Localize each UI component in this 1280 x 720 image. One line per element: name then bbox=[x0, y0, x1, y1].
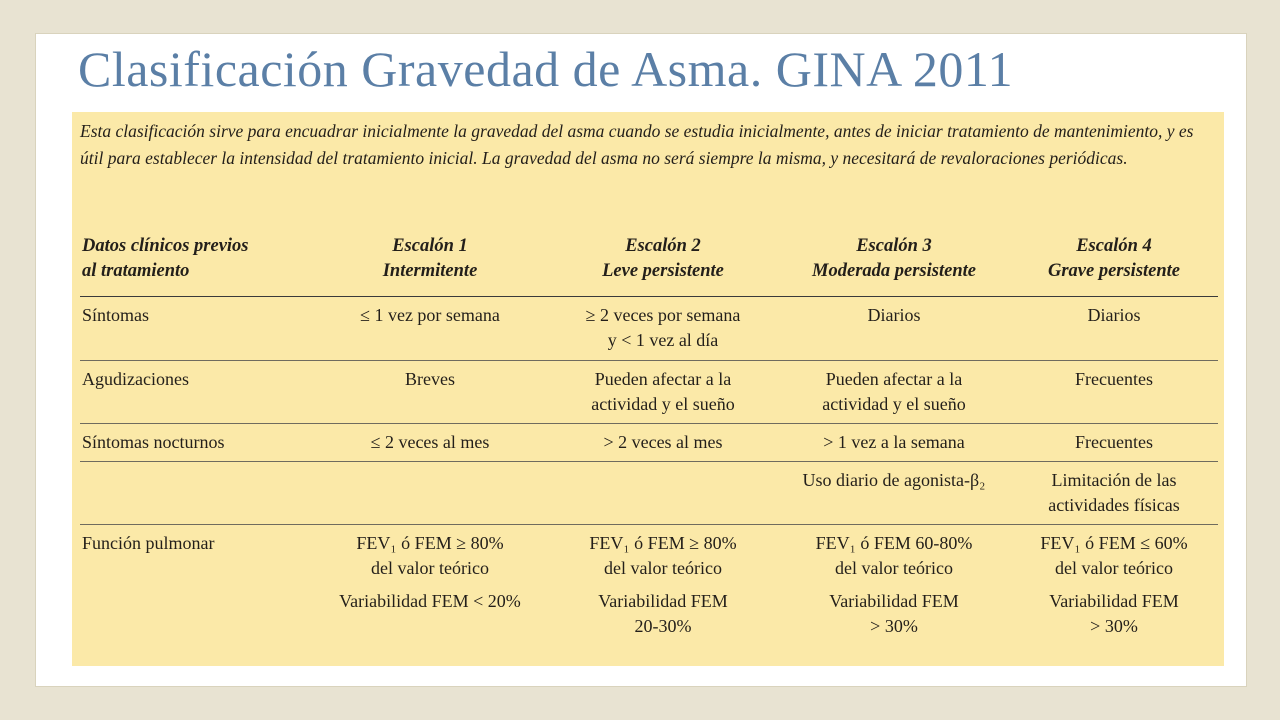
cell: ≤ 1 vez por semana bbox=[312, 297, 548, 361]
table-row-agudizaciones bbox=[80, 361, 1218, 424]
slide-title: Clasificación Gravedad de Asma. GINA 2011 bbox=[78, 41, 1014, 97]
row-label: Función pulmonar bbox=[82, 533, 215, 553]
cell: Pueden afectar a la actividad y el sueño bbox=[548, 361, 778, 424]
severity-table bbox=[80, 230, 1218, 641]
cell: Uso diario de agonista-β₂ bbox=[778, 462, 1010, 525]
table-row-nocturnos bbox=[80, 424, 1218, 462]
cell: > 2 veces al mes bbox=[548, 424, 778, 462]
table-header-row bbox=[80, 230, 1218, 297]
header-escalon-3: Escalón 3 Moderada persistente bbox=[778, 230, 1010, 297]
cell: > 1 vez a la semana bbox=[778, 424, 1010, 462]
cell: ≤ 2 veces al mes bbox=[312, 424, 548, 462]
cell: Breves bbox=[312, 361, 548, 424]
cell: Frecuentes bbox=[1010, 361, 1218, 424]
table-row-funcion-pulmonar bbox=[80, 525, 1218, 642]
table-row-extra bbox=[80, 462, 1218, 525]
header-escalon-2: Escalón 2 Leve persistente bbox=[548, 230, 778, 297]
cell bbox=[312, 462, 548, 525]
header-escalon-1: Escalón 1 Intermitente bbox=[312, 230, 548, 297]
classification-panel bbox=[72, 112, 1224, 666]
header-escalon-4: Escalón 4 Grave persistente bbox=[1010, 230, 1218, 297]
cell bbox=[548, 462, 778, 525]
cell: Pueden afectar a la actividad y el sueño bbox=[778, 361, 1010, 424]
cell: FEV₁ ó FEM ≥ 80% del valor teórico Variabilidad FEM < 20% bbox=[339, 533, 521, 611]
row-label: Síntomas nocturnos bbox=[80, 424, 312, 462]
cell: FEV₁ ó FEM ≥ 80% del valor teórico Variabilidad FEM 20-30% bbox=[589, 533, 737, 636]
cell: Diarios bbox=[778, 297, 1010, 361]
header-datos-clinicos: Datos clínicos previos al tratamiento bbox=[80, 230, 312, 297]
row-label: Agudizaciones bbox=[80, 361, 312, 424]
cell: FEV₁ ó FEM 60-80% del valor teórico Variabilidad FEM > 30% bbox=[815, 533, 973, 636]
row-label bbox=[80, 462, 312, 525]
row-label: Síntomas bbox=[80, 297, 312, 361]
cell: ≥ 2 veces por semana y < 1 vez al día bbox=[548, 297, 778, 361]
cell: Limitación de las actividades físicas bbox=[1010, 462, 1218, 525]
cell: Diarios bbox=[1010, 297, 1218, 361]
intro-paragraph: Esta clasificación sirve para encuadrar inicialmente la gravedad del asma cuando se estudia inicialmente, antes de iniciar tratamiento de mantenimiento, y es útil para establecer la intensidad del tratamiento inicial. La gravedad del asma no será siempre la misma, y necesitará de revaloraciones periódicas. bbox=[80, 121, 1194, 168]
cell: Frecuentes bbox=[1010, 424, 1218, 462]
cell: FEV₁ ó FEM ≤ 60% del valor teórico Variabilidad FEM > 30% bbox=[1040, 533, 1188, 636]
table-row-sintomas bbox=[80, 297, 1218, 361]
